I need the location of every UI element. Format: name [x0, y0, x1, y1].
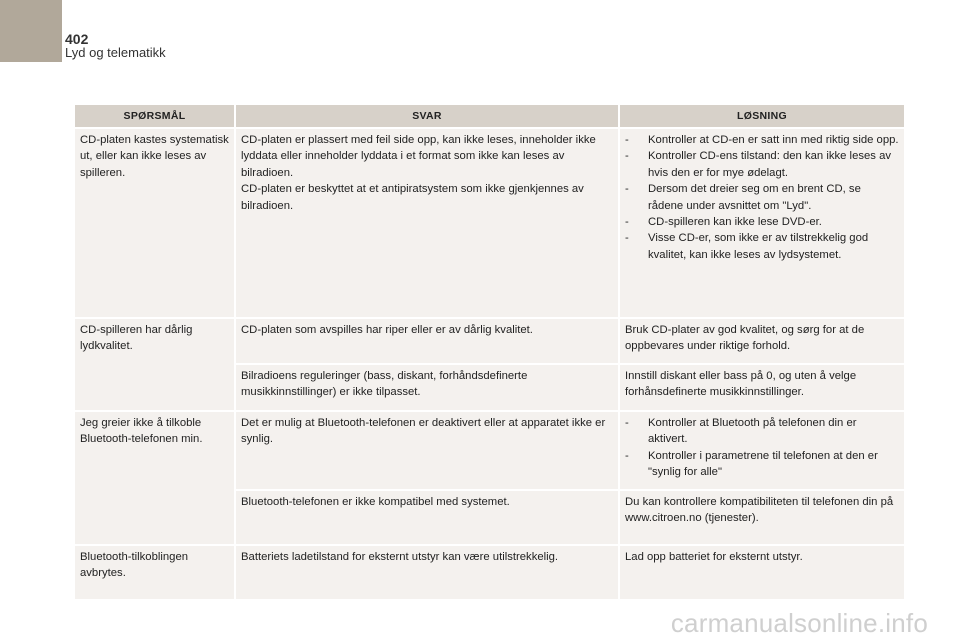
watermark: carmanualsonline.info — [670, 608, 928, 638]
column-header-solution: LØSNING — [620, 105, 904, 127]
table-row — [75, 544, 904, 599]
table-row — [75, 127, 904, 317]
corner-tab — [0, 0, 62, 62]
solution-list — [625, 415, 899, 481]
solution-cell: Du kan kontrollere kompatibiliteten til telefonen din på www.citroen.no (tjenester). — [620, 489, 904, 544]
table-row — [75, 410, 904, 489]
solution-cell — [620, 410, 904, 489]
table-row — [75, 317, 904, 363]
solution-item: - Visse CD-er, som ikke er av tilstrekkelig god kvalitet, kan ikke leses av lydsystemet. — [625, 230, 899, 263]
answer-text: CD-platen er beskyttet at et antipiratsystem som ikke gjenkjennes av bilradioen. — [241, 183, 584, 212]
solution-item: - Kontroller CD-ens tilstand: den kan ikke leses av hvis den er for mye ødelagt. — [625, 148, 899, 181]
question-cell: Jeg greier ikke å tilkoble Bluetooth-telefonen min. — [75, 410, 236, 544]
table-header-row — [75, 105, 904, 127]
column-header-question: SPØRSMÅL — [75, 105, 236, 127]
solution-list — [625, 132, 899, 263]
answer-text: CD-platen er plassert med feil side opp, kan ikke leses, inneholder ikke lyddata eller inneholder lyddata i et format som ikke kan leses av bilradioen. — [241, 134, 596, 179]
solution-item: - Kontroller i parametrene til telefonen at den er "synlig for alle" — [625, 448, 899, 481]
answer-cell — [236, 127, 620, 317]
question-cell: CD-platen kastes systematisk ut, eller kan ikke leses av spilleren. — [75, 127, 236, 317]
solution-item: - Kontroller at CD-en er satt inn med riktig side opp. — [625, 132, 899, 148]
solution-item: - Dersom det dreier seg om en brent CD, se rådene under avsnittet om "Lyd". — [625, 181, 899, 214]
solution-cell: Bruk CD-plater av god kvalitet, og sørg for at de oppbevares under riktige forhold. — [620, 317, 904, 363]
answer-cell: Batteriets ladetilstand for eksternt utstyr kan være utilstrekkelig. — [236, 544, 620, 599]
solution-cell — [620, 127, 904, 317]
question-cell: CD-spilleren har dårlig lydkvalitet. — [75, 317, 236, 410]
solution-cell: Innstill diskant eller bass på 0, og uten å velge forhånsdefinerte musikkinnstillinger. — [620, 363, 904, 410]
solution-item: - CD-spilleren kan ikke lese DVD-er. — [625, 214, 899, 230]
troubleshooting-table — [75, 105, 904, 599]
solution-cell: Lad opp batteriet for eksternt utstyr. — [620, 544, 904, 599]
answer-cell: Bilradioens reguleringer (bass, diskant, forhåndsdefinerte musikkinnstillinger) er ikke tilpasset. — [236, 363, 620, 410]
question-cell: Bluetooth-tilkoblingen avbrytes. — [75, 544, 236, 599]
solution-item: - Kontroller at Bluetooth på telefonen din er aktivert. — [625, 415, 899, 448]
page-number: 402 — [65, 31, 89, 47]
answer-cell: Det er mulig at Bluetooth-telefonen er deaktivert eller at apparatet ikke er synlig. — [236, 410, 620, 489]
answer-cell: Bluetooth-telefonen er ikke kompatibel med systemet. — [236, 489, 620, 544]
section-title: Lyd og telematikk — [65, 45, 166, 60]
answer-cell: CD-platen som avspilles har riper eller er av dårlig kvalitet. — [236, 317, 620, 363]
column-header-answer: SVAR — [236, 105, 620, 127]
